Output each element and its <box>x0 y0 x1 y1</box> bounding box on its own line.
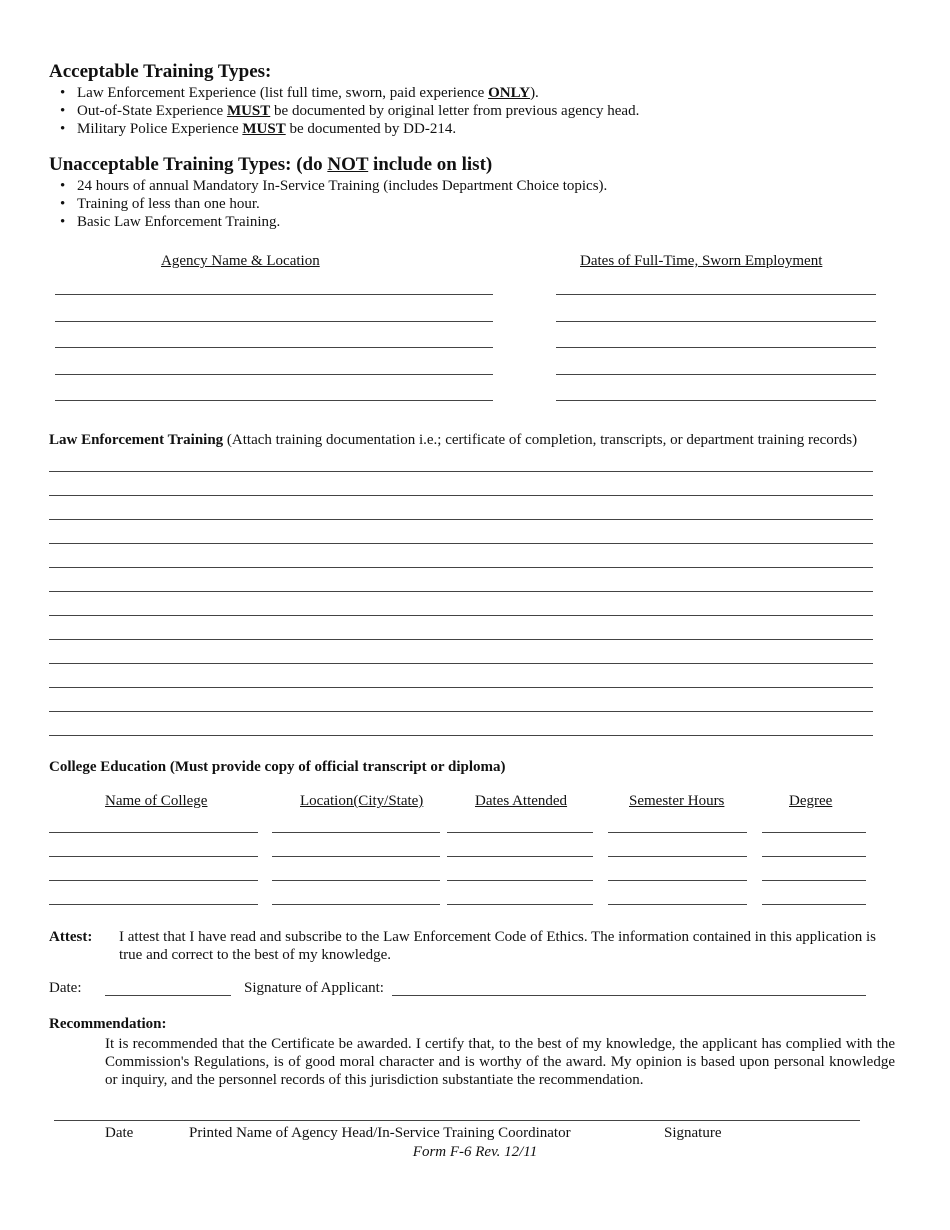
college-col-degree: Degree <box>789 793 833 809</box>
employment-field-line[interactable] <box>55 294 493 295</box>
acceptable-section <box>49 61 909 138</box>
college-col-location: Location(City/State) <box>300 793 424 809</box>
recommendation-heading: Recommendation: <box>49 1016 167 1032</box>
employment-field-line[interactable] <box>556 400 876 401</box>
attest-label: Attest: <box>49 929 93 945</box>
employment-field-line[interactable] <box>556 321 876 322</box>
training-field-line[interactable] <box>49 591 873 592</box>
applicant-signature-label: Signature of Applicant: <box>244 980 384 996</box>
college-field-line[interactable] <box>762 832 866 833</box>
college-col-hours: Semester Hours <box>629 793 725 809</box>
applicant-date-field[interactable] <box>105 995 231 996</box>
emphasis: ONLY <box>488 85 531 101</box>
college-field-line[interactable] <box>49 904 258 905</box>
college-field-line[interactable] <box>49 880 258 881</box>
training-field-line[interactable] <box>49 687 873 688</box>
emphasis: MUST <box>226 103 271 119</box>
college-col-name: Name of College <box>105 793 208 809</box>
recommendation-text: It is recommended that the Certificate be awarded. I certify that, to the best of my knowledge, the applicant has complied with the Commission's Regulations, is of good moral character and is worthy of the award. My opinion is based upon personal knowledge or inquiry, and the personnel records of this jurisdiction substantiate the recommendation. <box>105 1036 895 1088</box>
employment-field-line[interactable] <box>556 347 876 348</box>
college-field-line[interactable] <box>272 904 440 905</box>
footer-date-label: Date <box>105 1125 134 1141</box>
footer-signature-label: Signature <box>664 1125 722 1141</box>
applicant-date-label: Date: <box>49 980 82 996</box>
college-field-line[interactable] <box>447 880 593 881</box>
training-field-line[interactable] <box>49 663 873 664</box>
unacceptable-item: • 24 hours of annual Mandatory In-Service Training (includes Department Choice topics). <box>49 177 909 195</box>
applicant-signature-field[interactable] <box>392 995 866 996</box>
college-field-line[interactable] <box>762 904 866 905</box>
training-field-line[interactable] <box>49 471 873 472</box>
training-field-line[interactable] <box>49 567 873 568</box>
employment-field-line[interactable] <box>55 347 493 348</box>
college-field-line[interactable] <box>608 832 747 833</box>
college-field-line[interactable] <box>762 856 866 857</box>
training-label: Law Enforcement Training (Attach training documentation i.e.; certificate of completion, transcripts, or department training records) <box>49 432 858 448</box>
college-field-line[interactable] <box>272 856 440 857</box>
employment-dates-header: Dates of Full-Time, Sworn Employment <box>580 253 823 269</box>
training-field-line[interactable] <box>49 543 873 544</box>
training-field-line[interactable] <box>49 519 873 520</box>
employment-field-line[interactable] <box>55 321 493 322</box>
college-field-line[interactable] <box>272 880 440 881</box>
college-field-line[interactable] <box>447 832 593 833</box>
college-field-line[interactable] <box>447 856 593 857</box>
emphasis: MUST <box>242 121 286 137</box>
attest-text: I attest that I have read and subscribe to the Law Enforcement Code of Ethics. The information contained in this application is true and correct to the best of my knowledge. <box>119 929 876 963</box>
footer-printed-name-label: Printed Name of Agency Head/In-Service Training Coordinator <box>189 1125 571 1141</box>
college-field-line[interactable] <box>762 880 866 881</box>
unacceptable-section <box>49 154 909 231</box>
employment-field-line[interactable] <box>55 400 493 401</box>
agency-head-signature-line[interactable] <box>54 1120 860 1121</box>
emphasis: NOT <box>327 154 369 175</box>
agency-name-header: Agency Name & Location <box>161 253 320 269</box>
training-field-line[interactable] <box>49 735 873 736</box>
unacceptable-item: • Training of less than one hour. <box>49 195 909 213</box>
college-field-line[interactable] <box>608 904 747 905</box>
acceptable-item: • Law Enforcement Experience (list full time, sworn, paid experience ONLY). <box>49 84 909 102</box>
training-field-line[interactable] <box>49 711 873 712</box>
college-field-line[interactable] <box>49 856 258 857</box>
employment-field-line[interactable] <box>556 374 876 375</box>
employment-field-line[interactable] <box>556 294 876 295</box>
college-field-line[interactable] <box>49 832 258 833</box>
unacceptable-list <box>49 177 909 231</box>
acceptable-heading: Acceptable Training Types: <box>49 61 272 82</box>
employment-field-line[interactable] <box>55 374 493 375</box>
college-col-dates: Dates Attended <box>475 793 568 809</box>
college-field-line[interactable] <box>608 880 747 881</box>
college-field-line[interactable] <box>447 904 593 905</box>
form-id: Form F-6 Rev. 12/11 <box>412 1144 538 1160</box>
college-field-line[interactable] <box>272 832 440 833</box>
college-heading: College Education (Must provide copy of official transcript or diploma) <box>49 759 506 775</box>
training-field-line[interactable] <box>49 615 873 616</box>
unacceptable-heading: Unacceptable Training Types: (do NOT include on list) <box>49 154 493 175</box>
acceptable-item: • Military Police Experience MUST be documented by DD-214. <box>49 120 909 138</box>
unacceptable-item: • Basic Law Enforcement Training. <box>49 213 909 231</box>
college-field-line[interactable] <box>608 856 747 857</box>
training-field-line[interactable] <box>49 639 873 640</box>
training-field-line[interactable] <box>49 495 873 496</box>
acceptable-item: • Out-of-State Experience MUST be documented by original letter from previous agency head. <box>49 102 909 120</box>
acceptable-list <box>49 84 909 138</box>
